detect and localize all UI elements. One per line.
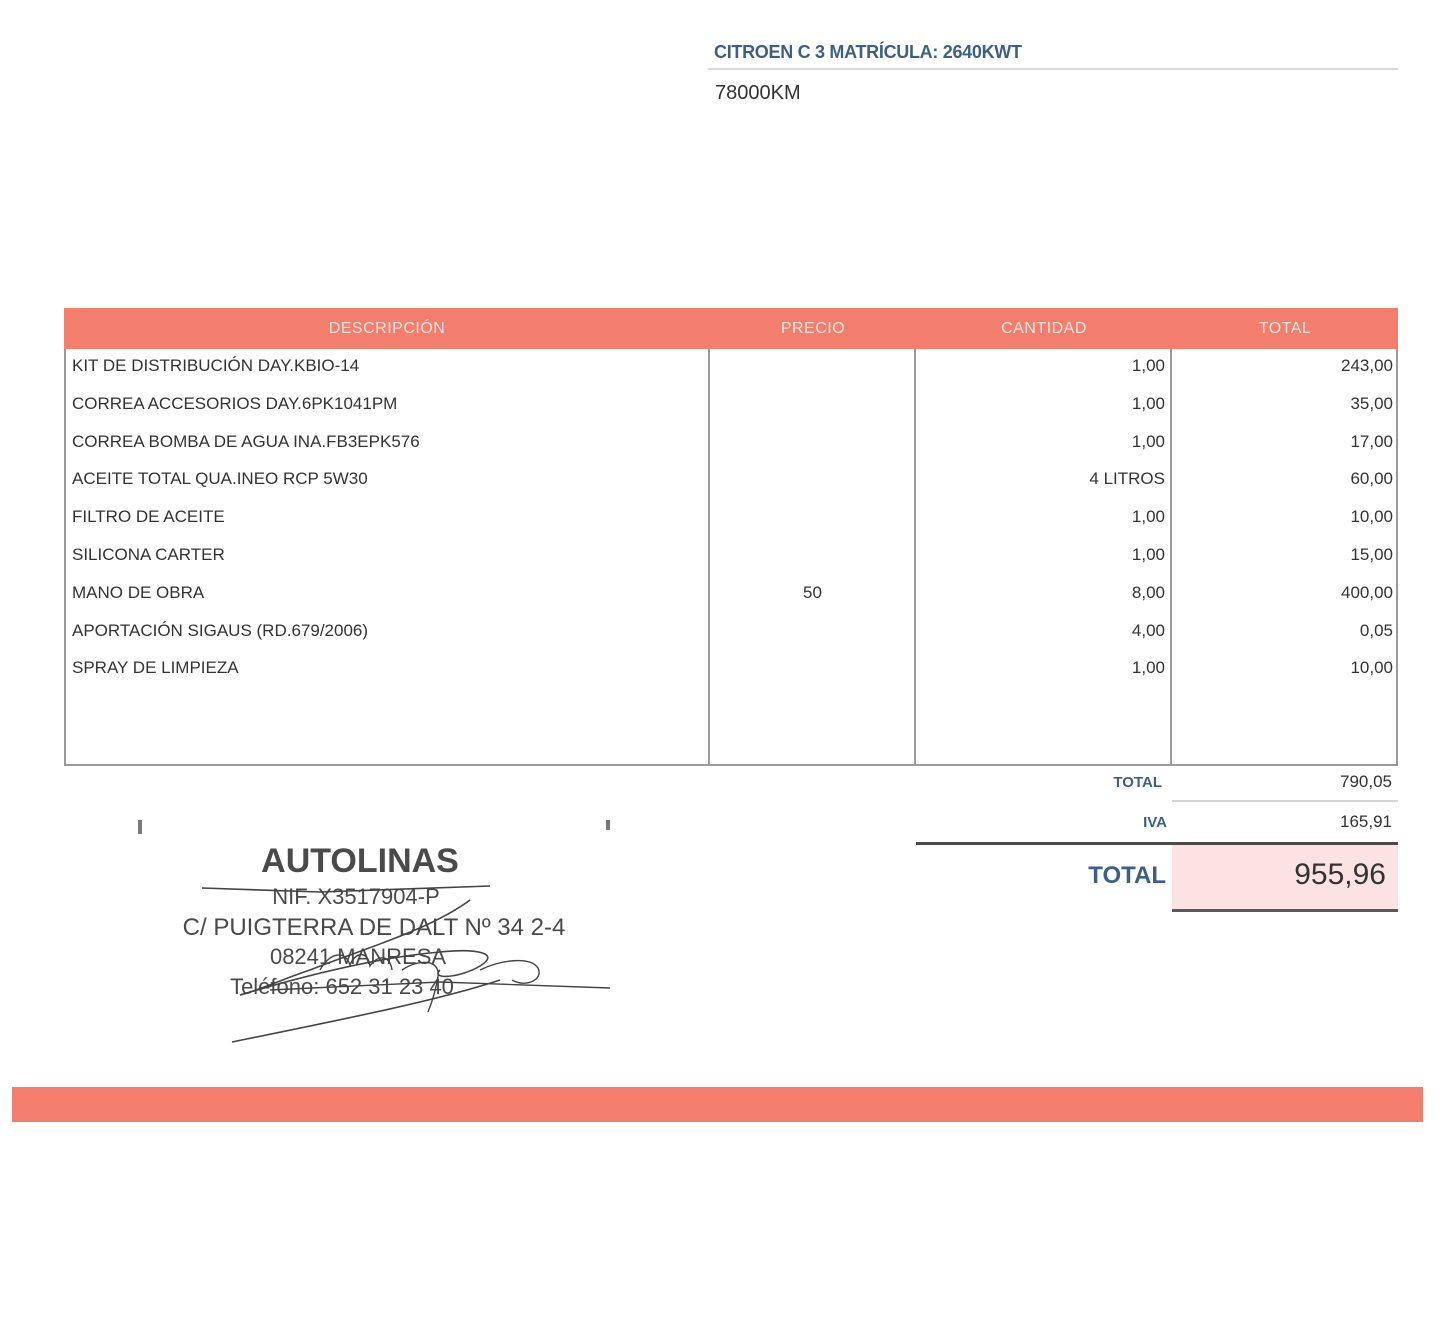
grand-total-label: TOTAL	[1088, 862, 1166, 889]
row-quantity: 1,00	[1131, 356, 1165, 375]
row-price	[710, 538, 915, 576]
table-body	[66, 349, 1396, 689]
row-description: CORREA ACCESORIOS DAY.6PK1041PM	[72, 393, 398, 413]
row-description: APORTACIÓN SIGAUS (RD.679/2006)	[72, 620, 369, 640]
stamp-nif: NIF. X3517904-P	[272, 884, 440, 909]
row-price	[710, 614, 915, 652]
vehicle-mileage: 78000KM	[715, 82, 801, 104]
company-stamp	[140, 820, 620, 1050]
vehicle-header	[708, 38, 1398, 70]
row-quantity: 1,00	[1131, 393, 1165, 413]
table-row	[66, 387, 1396, 425]
row-price	[710, 387, 915, 425]
stamp-city: 08241 MANRESA	[269, 944, 447, 969]
row-price	[710, 651, 915, 689]
subtotal-value: 790,05	[1340, 772, 1392, 791]
stamp-company-name: AUTOLINAS	[261, 842, 459, 880]
header-description: DESCRIPCIÓN	[328, 320, 446, 337]
row-quantity: 1,00	[1131, 544, 1165, 564]
header-price: PRECIO	[780, 320, 846, 337]
row-quantity: 4,00	[1131, 620, 1165, 640]
row-quantity: 8,00	[1131, 582, 1165, 602]
table-row	[66, 538, 1396, 576]
vehicle-title: CITROEN C 3 MATRÍCULA: 2640KWT	[714, 42, 1022, 62]
row-total: 35,00	[1350, 393, 1393, 413]
table-row	[66, 614, 1396, 652]
table-row	[66, 651, 1396, 689]
row-total: 0,05	[1359, 620, 1393, 640]
table-row	[66, 576, 1396, 614]
header-quantity: CANTIDAD	[1001, 320, 1087, 337]
row-total: 60,00	[1350, 469, 1393, 489]
row-total: 10,00	[1350, 658, 1393, 678]
table-row	[66, 425, 1396, 463]
grand-total-value: 955,96	[1294, 858, 1386, 891]
subtotal-divider	[1172, 800, 1398, 802]
row-total: 15,00	[1350, 544, 1393, 564]
stamp-address: C/ PUIGTERRA DE DALT Nº 34 2-4	[182, 914, 566, 941]
row-description: KIT DE DISTRIBUCIÓN DAY.KBIO-14	[72, 356, 360, 375]
stamp-corner-mark	[606, 820, 610, 830]
footer-band	[12, 1087, 1423, 1122]
row-price	[710, 462, 915, 500]
row-description: SILICONA CARTER	[72, 544, 225, 564]
subtotal-label: TOTAL	[1113, 774, 1162, 791]
table-header	[64, 308, 1398, 349]
row-total: 17,00	[1350, 431, 1393, 451]
row-price	[710, 425, 915, 463]
iva-value: 165,91	[1340, 812, 1392, 831]
row-total: 10,00	[1350, 507, 1393, 527]
stamp-corner-mark	[138, 820, 142, 834]
invoice-table	[64, 308, 1398, 766]
row-price: 50	[803, 582, 822, 602]
row-price	[710, 349, 915, 387]
row-description: SPRAY DE LIMPIEZA	[72, 658, 239, 678]
header-total: TOTAL	[1258, 320, 1312, 337]
iva-label: IVA	[1143, 814, 1167, 831]
row-quantity: 1,00	[1131, 431, 1165, 451]
row-price	[710, 500, 915, 538]
row-total: 400,00	[1341, 582, 1393, 602]
table-row	[66, 500, 1396, 538]
row-quantity: 4 LITROS	[1089, 469, 1165, 489]
table-row	[66, 349, 1396, 387]
stamp-phone: Teléfono: 652 31 23 40	[230, 974, 454, 999]
table-row	[66, 462, 1396, 500]
row-description: FILTRO DE ACEITE	[72, 507, 225, 527]
row-total: 243,00	[1341, 356, 1393, 375]
row-description: ACEITE TOTAL QUA.INEO RCP 5W30	[72, 469, 368, 489]
row-description: CORREA BOMBA DE AGUA INA.FB3EPK576	[72, 431, 420, 451]
row-description: MANO DE OBRA	[72, 582, 205, 602]
row-quantity: 1,00	[1131, 658, 1165, 678]
row-quantity: 1,00	[1131, 507, 1165, 527]
